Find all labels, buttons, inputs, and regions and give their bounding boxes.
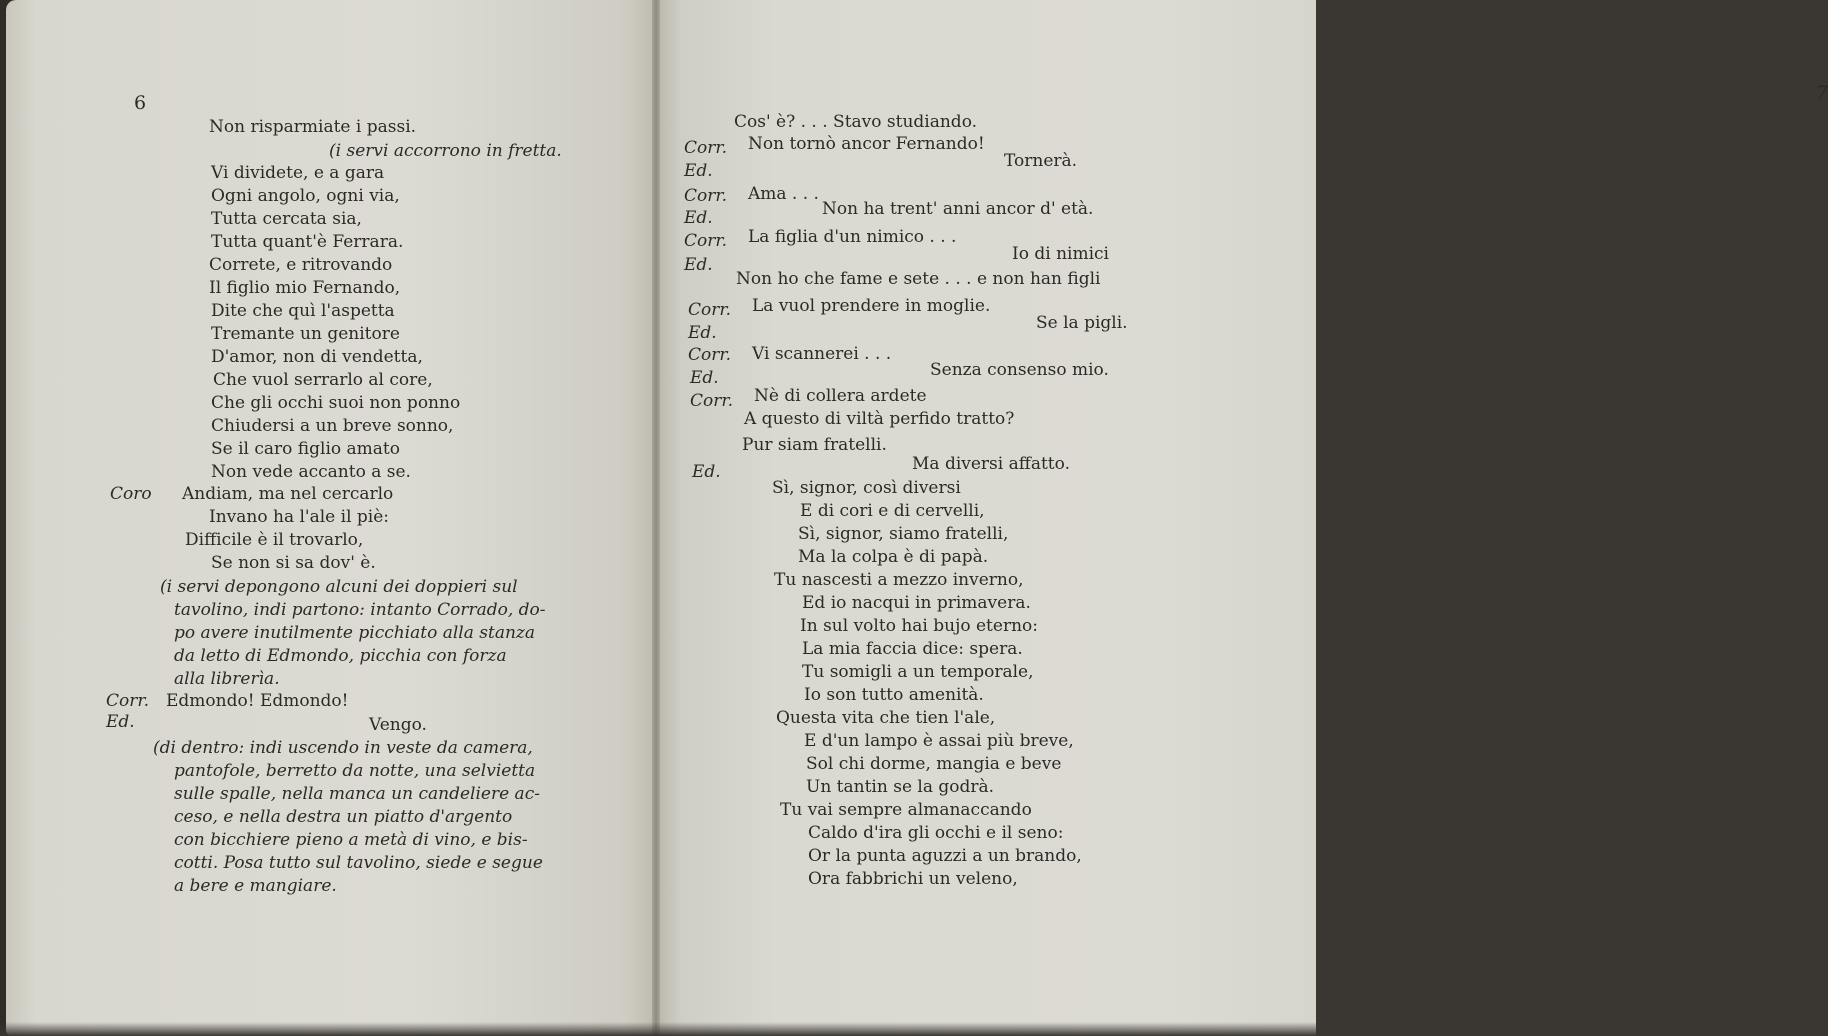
right-page <box>656 0 1828 1036</box>
speaker-label: Corr. <box>106 691 150 711</box>
verse-line: A questo di viltà perfido tratto? <box>744 409 1015 429</box>
verse-line: Caldo d'ira gli occhi e il seno: <box>808 823 1064 843</box>
speaker-label: Corr. <box>688 300 732 320</box>
verse-line: Se non si sa dov' è. <box>211 553 376 573</box>
verse-line: Questa vita che tien l'ale, <box>776 708 996 728</box>
verse-line: Ed io nacqui in primavera. <box>802 593 1031 613</box>
verse-line: Non ho che fame e sete . . . e non han figli <box>736 269 1101 289</box>
verse-line: Chiudersi a un breve sonno, <box>211 416 454 436</box>
verse-line: Ma la colpa è di papà. <box>798 547 989 567</box>
verse-line: Pur siam fratelli. <box>742 435 887 455</box>
stage-direction: (i servi depongono alcuni dei doppieri sul <box>160 577 518 597</box>
verse-line: Non risparmiate i passi. <box>209 117 417 137</box>
stage-direction: (di dentro: indi uscendo in veste da camera, <box>153 738 533 758</box>
stage-direction: (i servi accorrono in fretta. <box>329 141 562 161</box>
verse-line: D'amor, non di vendetta, <box>211 347 423 367</box>
speaker-label: Corr. <box>684 138 728 158</box>
verse-line: Non vede accanto a se. <box>211 462 411 482</box>
verse-line: Difficile è il trovarlo, <box>185 530 364 550</box>
verse-line: Se la pigli. <box>1036 313 1128 333</box>
verse-line: La mia faccia dice: spera. <box>802 639 1023 659</box>
verse-line: Invano ha l'ale il piè: <box>209 507 390 527</box>
stage-direction: con bicchiere pieno a metà di vino, e bis- <box>174 830 528 850</box>
verse-line: Vi scannerei . . . <box>752 344 892 364</box>
book-gutter <box>652 0 660 1036</box>
verse-line: Sol chi dorme, mangia e beve <box>806 754 1062 774</box>
verse-line: Tornerà. <box>1004 151 1078 171</box>
stage-direction: alla librerìa. <box>174 669 280 689</box>
verse-line: Ama . . . <box>748 184 819 204</box>
verse-line: Ma diversi affatto. <box>912 454 1070 474</box>
stage-direction: a bere e mangiare. <box>174 876 337 896</box>
verse-line: Andiam, ma nel cercarlo <box>182 484 394 504</box>
stage-direction: pantofole, berretto da notte, una selvietta <box>174 761 536 781</box>
verse-line: Io son tutto amenità. <box>804 685 984 705</box>
speaker-label: Corr. <box>688 345 732 365</box>
verse-line: Edmondo! Edmondo! <box>166 691 349 711</box>
stage-direction: da letto di Edmondo, picchia con forza <box>174 646 507 666</box>
speaker-label: Ed. <box>684 255 713 275</box>
verse-line: Tremante un genitore <box>211 324 400 344</box>
verse-line: Che gli occhi suoi non ponno <box>211 393 461 413</box>
verse-line: E di cori e di cervelli, <box>800 501 985 521</box>
speaker-label: Ed. <box>690 368 719 388</box>
speaker-label: Corr. <box>684 186 728 206</box>
verse-line: La figlia d'un nimico . . . <box>748 227 957 247</box>
speaker-label: Ed. <box>106 712 135 732</box>
page-number: 7 <box>1816 82 1828 104</box>
verse-line: Nè di collera ardete <box>754 386 927 406</box>
verse-line: Un tantin se la godrà. <box>806 777 995 797</box>
verse-line: Tu vai sempre almanaccando <box>780 800 1032 820</box>
verse-line: Vi dividete, e a gara <box>211 163 385 183</box>
stage-direction: po avere inutilmente picchiato alla stanza <box>174 623 536 643</box>
speaker-label: Ed. <box>684 208 713 228</box>
speaker-label: Ed. <box>692 462 721 482</box>
speaker-label: Corr. <box>690 391 734 411</box>
page-number: 6 <box>134 92 147 114</box>
verse-line: Ora fabbrichi un veleno, <box>808 869 1018 889</box>
verse-line: Tu nascesti a mezzo inverno, <box>774 570 1024 590</box>
stage-direction: tavolino, indi partono: intanto Corrado, do- <box>174 600 546 620</box>
stage-direction: ceso, e nella destra un piatto d'argento <box>174 807 513 827</box>
speaker-label: Ed. <box>688 323 717 343</box>
verse-line: Il figlio mio Fernando, <box>209 278 401 298</box>
verse-line: Dite che quì l'aspetta <box>211 301 395 321</box>
verse-line: Che vuol serrarlo al core, <box>213 370 433 390</box>
speaker-label: Corr. <box>684 231 728 251</box>
verse-line: Sì, signor, così diversi <box>772 478 961 498</box>
verse-line: Sì, signor, siamo fratelli, <box>798 524 1009 544</box>
page-bottom-edge <box>0 1022 1316 1036</box>
verse-line: La vuol prendere in moglie. <box>752 296 991 316</box>
verse-line: In sul volto hai bujo eterno: <box>800 616 1038 636</box>
stage-direction: sulle spalle, nella manca un candeliere ac- <box>174 784 540 804</box>
verse-line: Non ha trent' anni ancor d' età. <box>822 199 1094 219</box>
verse-line: Or la punta aguzzi a un brando, <box>808 846 1082 866</box>
left-page <box>6 0 656 1036</box>
verse-line: E d'un lampo è assai più breve, <box>804 731 1074 751</box>
verse-line: Senza consenso mio. <box>930 360 1109 380</box>
verse-line: Ogni angolo, ogni via, <box>211 186 400 206</box>
verse-line: Se il caro figlio amato <box>211 439 401 459</box>
speaker-label: Coro <box>110 484 152 504</box>
verse-line: Vengo. <box>369 715 427 735</box>
verse-line: Tu somigli a un temporale, <box>802 662 1034 682</box>
verse-line: Correte, e ritrovando <box>209 255 393 275</box>
verse-line: Tutta cercata sia, <box>211 209 362 229</box>
verse-line: Non tornò ancor Fernando! <box>748 134 985 154</box>
verse-line: Tutta quant'è Ferrara. <box>211 232 404 252</box>
speaker-label: Ed. <box>684 161 713 181</box>
stage-direction: cotti. Posa tutto sul tavolino, siede e segue <box>174 853 543 873</box>
verse-line: Cos' è? . . . Stavo studiando. <box>734 112 978 132</box>
verse-line: Io di nimici <box>1012 244 1109 264</box>
